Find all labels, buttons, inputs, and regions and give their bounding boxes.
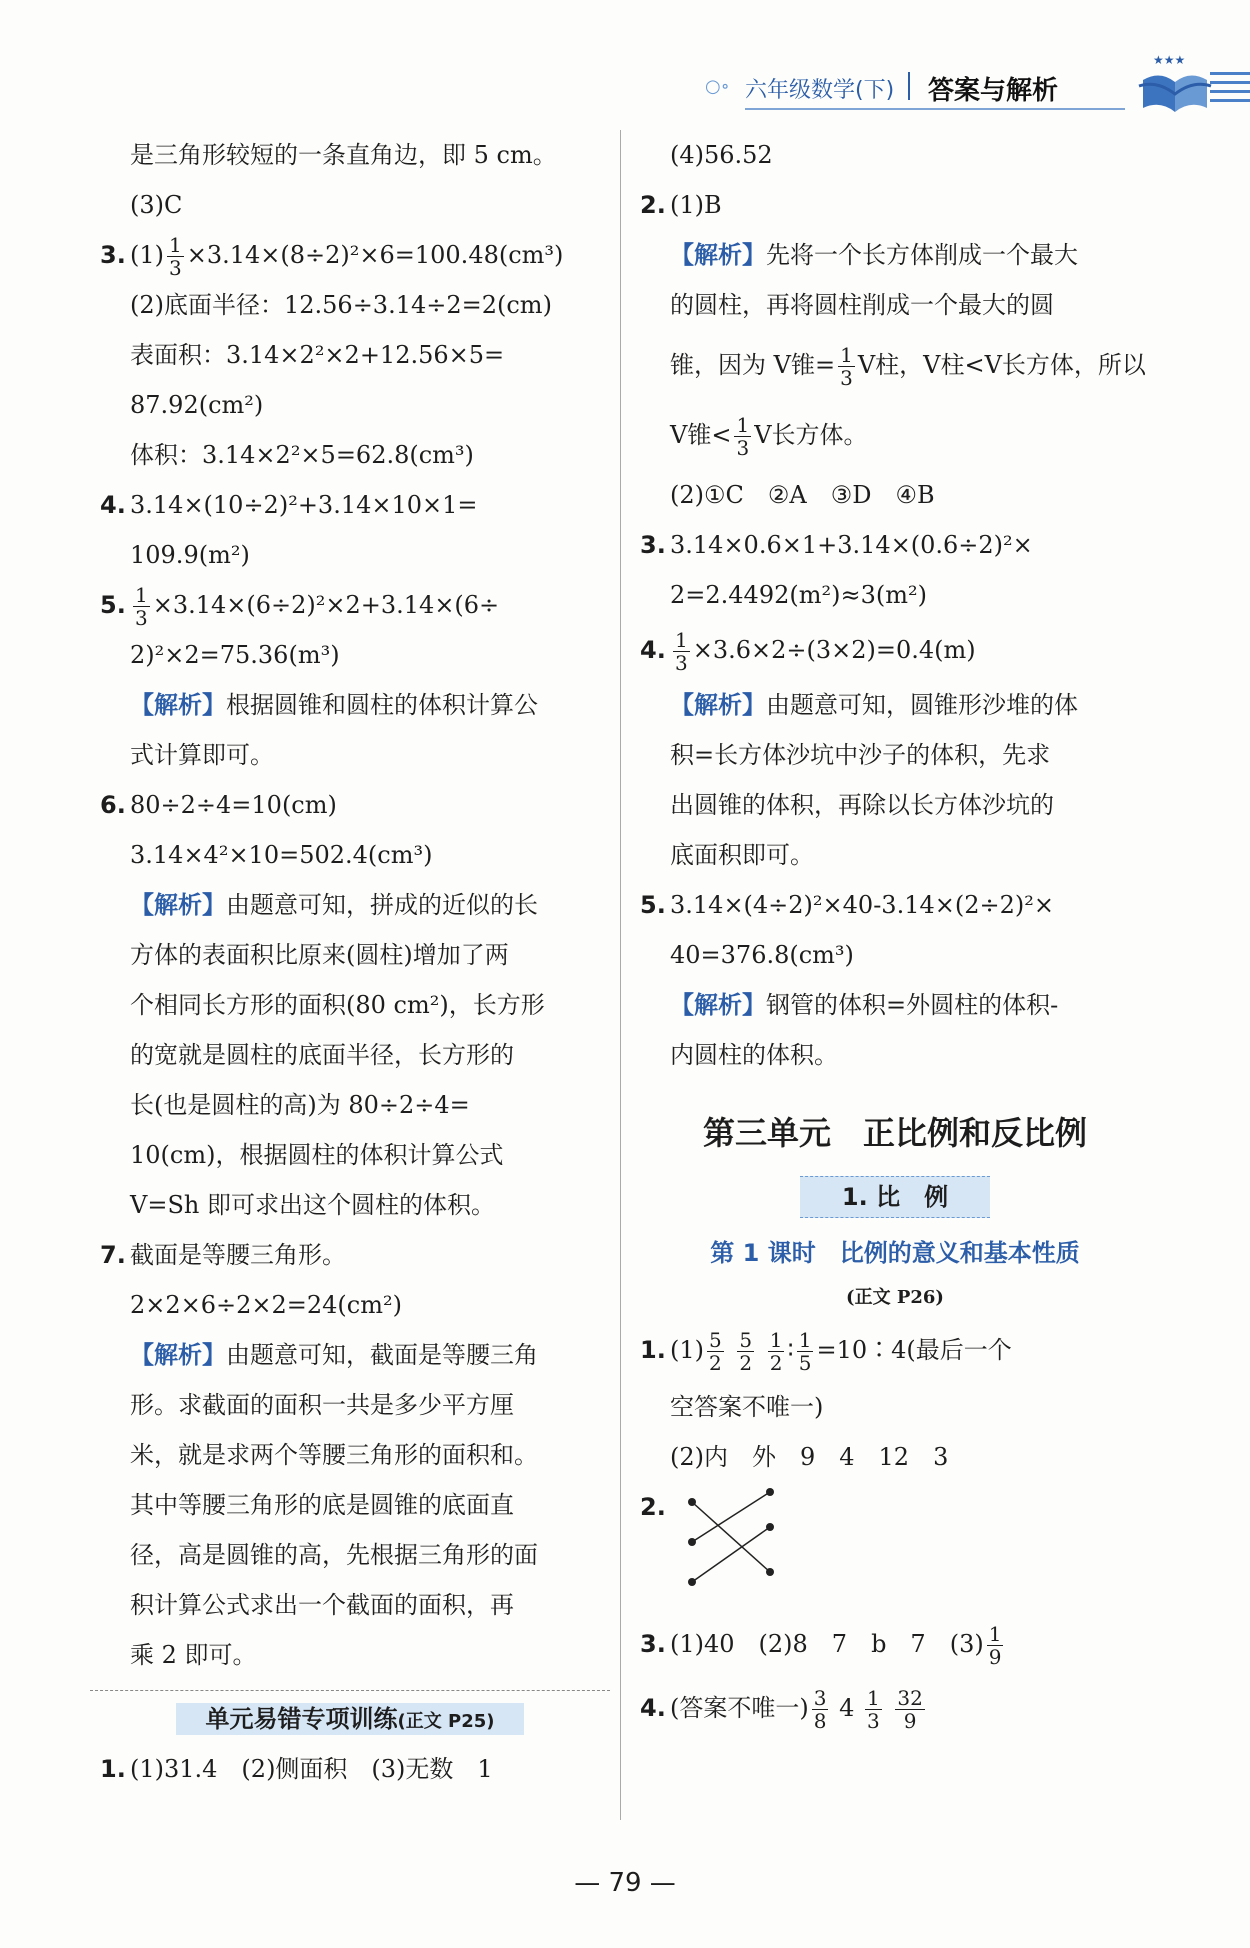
text-line: 2=2.4492(m²)≈3(m²) (670, 581, 927, 609)
decor-lines (1210, 72, 1250, 108)
training-answer-1: 1. (1)31.4 (2)侧面积 (3)无数 1 (100, 1755, 493, 1783)
text-line: 的宽就是圆柱的底面半径，长方形的 (130, 1041, 514, 1069)
text-line: (2)内 外 9 4 12 3 (670, 1443, 949, 1471)
text-line: 米，就是求两个等腰三角形的面积和。 (130, 1441, 538, 1469)
text-line: (4)56.52 (670, 141, 773, 169)
training-heading: 单元易错专项训练(正文 P25) (90, 1690, 610, 1744)
lesson-answer-4: 4. (答案不唯一) $\frac{3}{8}$ 4 $\frac{1}{3}$ $\frac{32}{9}$ (640, 1686, 923, 1733)
text-line: 40=376.8(cm³) (670, 941, 854, 969)
text-line: 积=长方体沙坑中沙子的体积，先求 (670, 741, 1051, 769)
book-logo-icon (1135, 50, 1215, 120)
text-line: 2×2×6÷2×2=24(cm²) (130, 1291, 402, 1319)
text-line: 表面积：3.14×2²×2+12.56×5= (130, 341, 505, 369)
fraction: $\frac{1}{3}$ (169, 233, 182, 280)
fraction: $\frac{1}{3}$ (867, 1686, 880, 1733)
matching-diagram (680, 1482, 790, 1602)
analysis-line: 【解析】先将一个长方体削成一个最大 (670, 241, 1078, 269)
lesson-title: 第 1 课时 比例的意义和基本性质 (710, 1239, 1080, 1267)
text-line: V锥< $\frac{1}{3}$ V长方体。 (670, 413, 868, 460)
text-line: 方体的表面积比原来(圆柱)增加了两 (130, 941, 509, 969)
fraction: $\frac{1}{3}$ (675, 628, 688, 675)
text-line: 出圆锥的体积，再除以长方体沙坑的 (670, 791, 1054, 819)
text-line: 的圆柱，再将圆柱削成一个最大的圆 (670, 291, 1054, 319)
left-column (100, 130, 610, 1794)
fraction: $\frac{5}{2}$ (739, 1328, 753, 1375)
right-column (640, 130, 1150, 1740)
text-line: 其中等腰三角形的底是圆锥的底面直 (130, 1491, 514, 1519)
text-line: 乘 2 即可。 (130, 1641, 257, 1669)
lesson-answer-3: 3. (1)40 (2)8 7 b 7 (3) $\frac{1}{9}$ (640, 1622, 1002, 1669)
text-line: 内圆柱的体积。 (670, 1041, 838, 1069)
text-line: 2)²×2=75.36(m³) (130, 641, 340, 669)
text-line: 形。求截面的面积一共是多少平方厘 (130, 1391, 514, 1419)
answer-2: 2. (1)B (640, 191, 722, 219)
fraction: $\frac{1}{3}$ (840, 343, 853, 390)
text-line: (2)底面半径：12.56÷3.14÷2=2(cm) (130, 291, 552, 319)
subject-label: 六年级数学(下) (745, 78, 895, 103)
text-line: 空答案不唯一) (670, 1393, 824, 1421)
text-line: V=Sh 即可求出这个圆柱的体积。 (130, 1191, 495, 1219)
fraction: $\frac{1}{3}$ (736, 413, 750, 460)
answer-5: 5. $\frac{1}{3}$ ×3.14×(6÷2)²×2+3.14×(6÷ (100, 583, 500, 630)
analysis-line: 【解析】钢管的体积=外圆柱的体积- (670, 991, 1059, 1019)
fraction: $\frac{1}{5}$ (798, 1328, 812, 1375)
decor-dots-icon: ○∘ (705, 76, 730, 97)
answer-5: 5. 3.14×(4÷2)²×40-3.14×(2÷2)²× (640, 891, 1054, 919)
text-line: 积计算公式求出一个截面的面积，再 (130, 1591, 514, 1619)
column-divider (620, 130, 621, 1820)
fraction: $\frac{5}{2}$ (709, 1328, 722, 1375)
text-line: 个相同长方形的面积(80 cm²)，长方形 (130, 991, 545, 1019)
analysis-line: 【解析】由题意可知，圆锥形沙堆的体 (670, 691, 1078, 719)
analysis-line: 【解析】根据圆锥和圆柱的体积计算公 (130, 691, 538, 719)
fraction: $\frac{1}{2}$ (769, 1328, 783, 1375)
lesson-ref: (正文 P26) (846, 1287, 944, 1308)
unit-title: 第三单元 正比例和反比例 (702, 1114, 1087, 1152)
fraction: $\frac{32}{9}$ (897, 1686, 923, 1733)
answer-4: 4. 3.14×(10÷2)²+3.14×10×1= (100, 491, 478, 519)
answer-7: 7. 截面是等腰三角形。 (100, 1241, 346, 1269)
answer-4: 4. $\frac{1}{3}$ ×3.6×2÷(3×2)=0.4(m) (640, 628, 976, 675)
header-separator (908, 72, 910, 100)
lesson-answer-1: 1. (1) $\frac{5}{2}$ $\frac{5}{2}$ $\frac{1}{2}$ ∶ $\frac{1}{5}$ =10∶4(最后一个 (640, 1328, 1012, 1375)
fraction: $\frac{1}{3}$ (135, 583, 148, 630)
text-line: 长(也是圆柱的高)为 80÷2÷4= (130, 1091, 470, 1119)
text-line: 109.9(m²) (130, 541, 250, 569)
section-title: 答案与解析 (928, 76, 1059, 106)
answer-3: 3. (1) $\frac{1}{3}$ ×3.14×(8÷2)²×6=100.48(cm³) (100, 233, 564, 280)
fraction: $\frac{3}{8}$ (813, 1686, 827, 1733)
analysis-line: 【解析】由题意可知，拼成的近似的长 (130, 891, 538, 919)
text-line: (3)C (130, 191, 183, 219)
text-line: 是三角形较短的一条直角边，即 5 cm。 (130, 141, 557, 169)
text-line: 3.14×4²×10=502.4(cm³) (130, 841, 433, 869)
text-line: (2)①C ②A ③D ④B (670, 481, 935, 509)
answer-6: 6. 80÷2÷4=10(cm) (100, 791, 337, 819)
text-line: 式计算即可。 (130, 741, 274, 769)
svg-text:★★★: ★★★ (1153, 53, 1186, 67)
header-underline (745, 108, 1125, 110)
text-line: 锥，因为 V锥= $\frac{1}{3}$ V柱，V柱<V长方体，所以 (670, 343, 1146, 390)
fraction: $\frac{1}{9}$ (988, 1622, 1002, 1669)
page-header (650, 40, 1250, 120)
answer-3: 3. 3.14×0.6×1+3.14×(0.6÷2)²× (640, 531, 1033, 559)
section-heading: 1. 比 例 (800, 1176, 990, 1218)
text-line: 体积：3.14×2²×5=62.8(cm³) (130, 441, 474, 469)
page-number: — 79 — (574, 1868, 676, 1898)
text-line: 87.92(cm²) (130, 391, 264, 419)
lesson-answer-2: 2. (640, 1482, 1150, 1612)
text-line: 径，高是圆锥的高，先根据三角形的面 (130, 1541, 538, 1569)
analysis-line: 【解析】由题意可知，截面是等腰三角 (130, 1341, 538, 1369)
text-line: 底面积即可。 (670, 841, 814, 869)
text-line: 10(cm)，根据圆柱的体积计算公式 (130, 1141, 504, 1169)
